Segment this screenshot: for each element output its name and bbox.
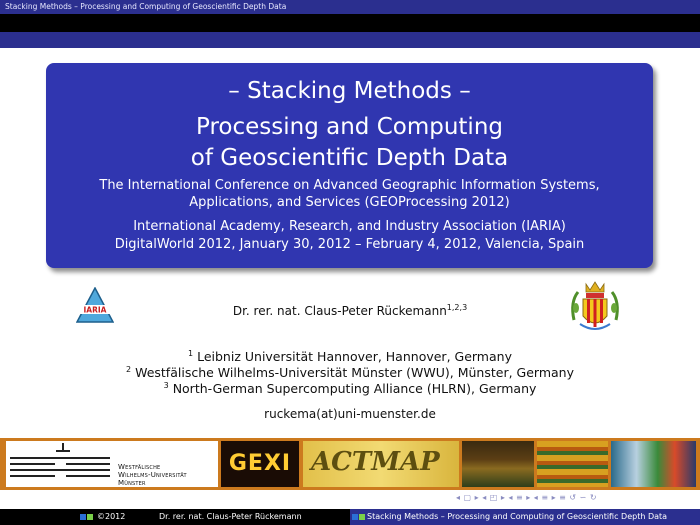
event-line: DigitalWorld 2012, January 30, 2012 – February 4, 2012, Valencia, Spain (114, 237, 585, 252)
header-bar (0, 0, 700, 14)
conference-line-2: Applications, and Services (GEOProcessing 2012) (189, 195, 510, 210)
author-name: Dr. rer. nat. Claus-Peter Rückemann (232, 304, 447, 318)
title-line-2: Processing and Computing (195, 114, 503, 140)
iaria-logo-text: IARIA (83, 305, 107, 315)
affiliation-2-mark: 2 (126, 365, 132, 374)
header-black-band (0, 14, 700, 32)
valencia-crest-logo (566, 278, 624, 336)
footer-copyright: ©2012 (97, 512, 126, 521)
footer-square-blue-2 (352, 514, 358, 520)
screenshot-thumbnail-3 (611, 441, 696, 487)
affiliation-2-text: Westfälische Wilhelms-Universität Münster (WWU), Münster, Germany (135, 365, 574, 381)
footer-right (350, 509, 700, 525)
footer-bar (0, 509, 700, 525)
running-title: Stacking Methods – Processing and Computing of Geoscientific Depth Data (5, 2, 287, 11)
wwu-logo-text (118, 463, 187, 487)
footer-square-green-2 (359, 514, 365, 520)
affiliation-1-mark: 1 (188, 349, 194, 358)
wwu-line-1: Westfälische (118, 463, 161, 471)
organization-line: International Academy, Research, and Industry Association (IARIA) (133, 219, 566, 234)
gexi-logo: GEXI (221, 441, 299, 487)
title-line-3: of Geoscientific Depth Data (190, 145, 509, 171)
footer-square-green (87, 514, 93, 520)
conference-line-1: The International Conference on Advanced Geographic Information Systems, (99, 178, 600, 193)
title-block (46, 63, 653, 268)
email-address[interactable]: ruckema(at)uni-muenster.de (264, 407, 436, 421)
navigation-symbols[interactable]: ◂ ▢ ▸ ◂ ◰ ▸ ◂ ≡ ▸ ◂ ≡ ▸ ≡ ↺ ∽ ↻ (456, 493, 598, 502)
screenshot-thumbnail-1 (462, 441, 534, 487)
actmap-logo (303, 441, 459, 487)
affiliation-2 (0, 365, 700, 380)
footer-title: Stacking Methods – Processing and Computing of Geoscientific Depth Data (367, 512, 668, 521)
footer-left (0, 509, 350, 525)
affiliation-1 (0, 349, 700, 364)
affiliation-3-mark: 3 (163, 381, 169, 390)
affiliation-3-text: North-German Supercomputing Alliance (HLRN), Germany (172, 381, 537, 397)
wwu-line-2: Wilhelms-Universität (118, 471, 187, 479)
title-line-1: – Stacking Methods – (228, 78, 471, 104)
header-blue-band (0, 32, 700, 48)
author-affil-marks: 1,2,3 (446, 303, 468, 312)
actmap-logo-text: ACTMAP (311, 447, 440, 477)
footer-square-blue (80, 514, 86, 520)
footer-author: Dr. rer. nat. Claus-Peter Rückemann (159, 512, 302, 521)
wwu-logo (6, 441, 218, 487)
screenshot-thumbnail-2 (537, 441, 608, 487)
wwu-line-3: Münster (118, 479, 146, 487)
affiliation-3 (0, 381, 700, 396)
affiliation-1-text: Leibniz Universität Hannover, Hannover, Germany (197, 349, 512, 365)
